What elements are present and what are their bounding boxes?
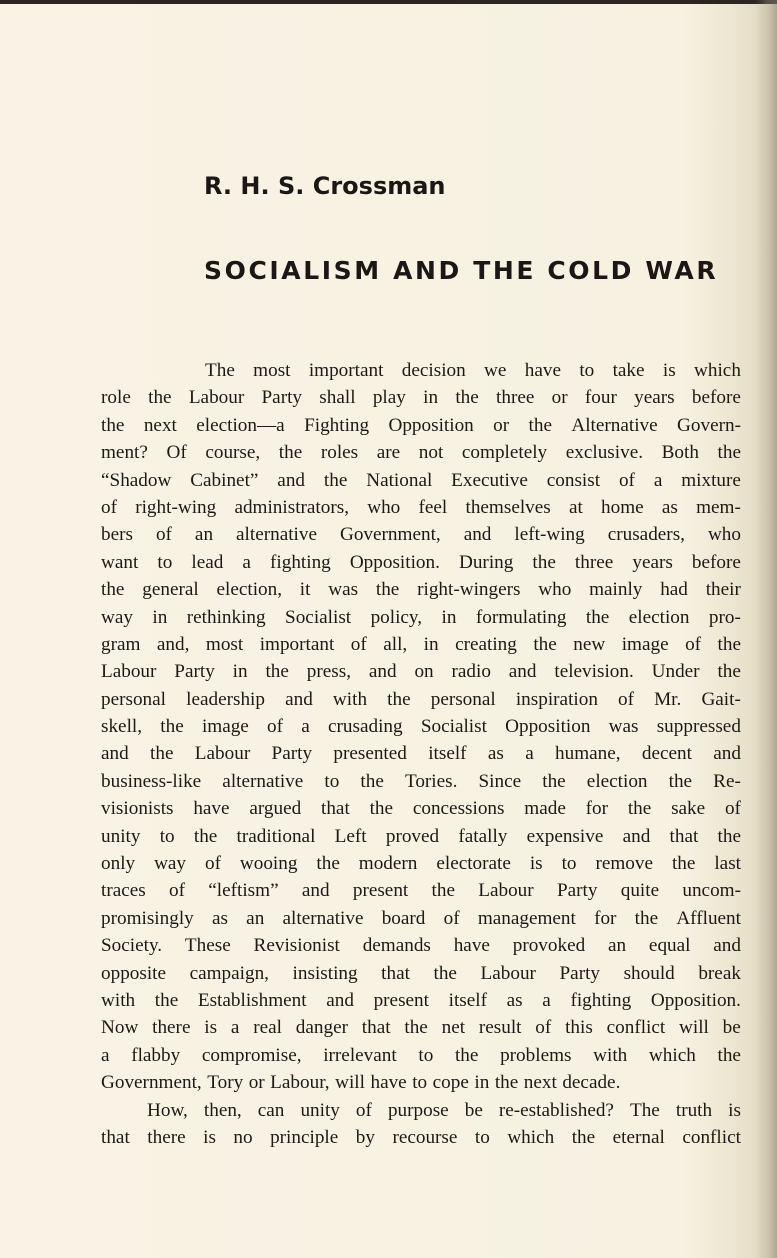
text-line: that there is no principle by recourse to which the eternal conflict bbox=[101, 1126, 741, 1148]
text-line: visionists have argued that the concessions made for the sake of bbox=[101, 798, 741, 820]
binding-shadow bbox=[755, 0, 777, 1258]
text-line: the general election, it was the right-wingers who mainly had their bbox=[101, 579, 741, 601]
text-line: The most important decision we have to take is which bbox=[205, 360, 741, 381]
text-line: a flabby compromise, irrelevant to the problems with which the bbox=[101, 1044, 741, 1066]
text-line: the next election—a Fighting Opposition or the Alternative Govern- bbox=[101, 414, 741, 436]
text-line: How, then, can unity of purpose be re-established? The truth is bbox=[147, 1099, 741, 1121]
text-line: unity to the traditional Left proved fatally expensive and that the bbox=[101, 825, 741, 847]
text-line: want to lead a fighting Opposition. During the three years before bbox=[101, 551, 741, 573]
text-line: Society. These Revisionist demands have provoked an equal and bbox=[101, 935, 741, 957]
text-line: only way of wooing the modern electorate is to remove the last bbox=[101, 853, 741, 875]
text-line: Government, Tory or Labour, will have to cope in the next decade. bbox=[101, 1072, 621, 1094]
text-line: promisingly as an alternative board of management for the Affluent bbox=[101, 907, 741, 929]
text-line: opposite campaign, insisting that the Labour Party should break bbox=[101, 962, 741, 984]
text-line: with the Establishment and present itself as a fighting Opposition. bbox=[101, 989, 741, 1011]
text-line: bers of an alternative Government, and left-wing crusaders, who bbox=[101, 524, 741, 546]
article-title: SOCIALISM AND THE COLD WAR bbox=[204, 256, 719, 285]
article-body bbox=[101, 357, 741, 1151]
text-line: traces of “leftism” and present the Labour Party quite uncom- bbox=[101, 880, 741, 902]
text-line: skell, the image of a crusading Socialist Opposition was suppressed bbox=[101, 716, 741, 738]
text-line: way in rethinking Socialist policy, in formulating the election pro- bbox=[101, 606, 741, 628]
text-line: Labour Party in the press, and on radio and television. Under the bbox=[101, 661, 741, 683]
text-line: Now there is a real danger that the net result of this conflict will be bbox=[101, 1017, 741, 1039]
text-line: and the Labour Party presented itself as a humane, decent and bbox=[101, 743, 741, 765]
page-top-edge bbox=[0, 0, 777, 4]
text-line: role the Labour Party shall play in the three or four years before bbox=[101, 387, 741, 409]
text-line: personal leadership and with the personal inspiration of Mr. Gait- bbox=[101, 688, 741, 710]
text-line: of right-wing administrators, who feel themselves at home as mem- bbox=[101, 496, 741, 518]
text-line: business-like alternative to the Tories. Since the election the Re- bbox=[101, 770, 741, 792]
text-line: ment? Of course, the roles are not completely exclusive. Both the bbox=[101, 442, 741, 464]
author-name: R. H. S. Crossman bbox=[204, 172, 446, 200]
text-line: gram and, most important of all, in creating the new image of the bbox=[101, 633, 741, 655]
text-line: “Shadow Cabinet” and the National Executive consist of a mixture bbox=[101, 469, 741, 491]
